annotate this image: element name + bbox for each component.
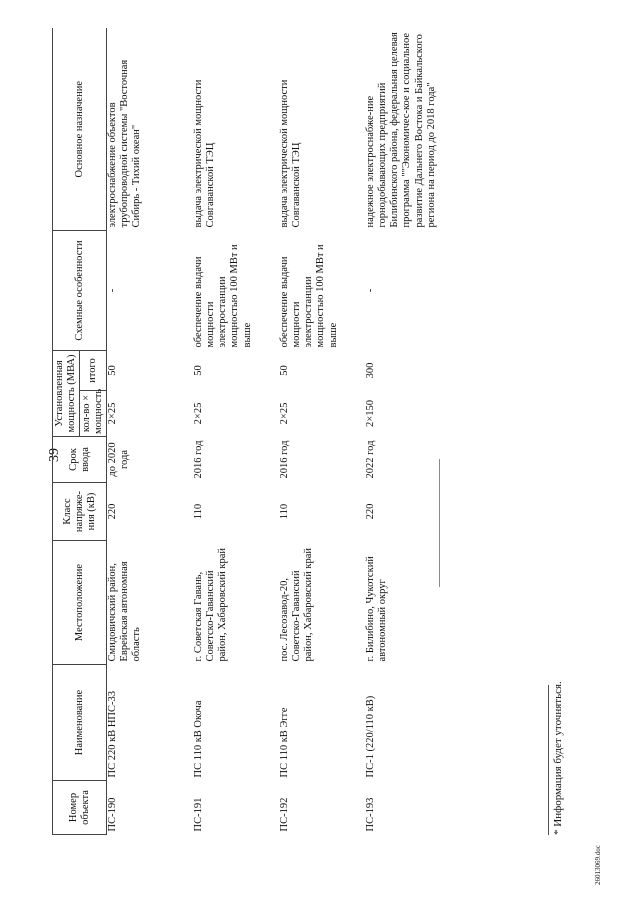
row-term: до 2020 года <box>107 442 131 477</box>
row-purpose: надежное электроснабже-ние горнодобывающих предприятий Билибинского района, федеральная целевая программа ""Экономичес-кое и социальное развитие Дальнего Востока и Байкальского региона на период до 2018 года" <box>365 32 437 228</box>
row-voltage: 220 <box>365 503 377 520</box>
substations-table <box>52 29 451 836</box>
row-features: - <box>365 288 377 293</box>
row-count-power: 2×25 <box>193 402 205 425</box>
row-count-power: 2×25 <box>279 402 291 425</box>
header-count-power: кол-во × мощность <box>80 391 107 437</box>
table-header-row <box>53 29 80 835</box>
row-features: - <box>107 288 119 293</box>
header-commissioning: Срок ввода <box>53 437 107 483</box>
row-term: 2016 год <box>279 440 291 479</box>
footnote: * Информация будет уточняться. <box>552 681 564 835</box>
row-purpose: выдача электрической мощности Совгаванской ТЭЦ <box>193 79 217 228</box>
header-scheme-features: Схемные особенности <box>53 231 107 351</box>
row-purpose: выдача электрической мощности Совгаванской ТЭЦ <box>279 79 303 228</box>
table-row <box>107 29 194 835</box>
row-voltage: 110 <box>193 503 205 520</box>
row-number: ПС-191 <box>193 797 205 832</box>
row-total: 50 <box>107 365 119 376</box>
header-location: Местоположение <box>53 541 107 665</box>
header-total: итого <box>80 351 107 391</box>
row-voltage: 110 <box>279 503 291 520</box>
row-number: ПС-193 <box>365 797 377 832</box>
row-name: ПС 110 кВ Эгге <box>279 707 291 778</box>
table-row <box>279 29 365 835</box>
header-voltage-class: Класс напряже-ния (кВ) <box>53 483 107 541</box>
row-term: 2016 год <box>193 440 205 479</box>
row-purpose: электроснабжение объектов трубопроводной системы "Восточная Сибирь - Тихий океан" <box>107 59 143 228</box>
row-voltage: 220 <box>107 503 119 520</box>
document-id: 26013069.doc <box>594 845 602 885</box>
header-number: Номер объекта <box>53 781 107 835</box>
row-features: обеспечение выдачи мощности электростанции мощностью 100 МВт и выше <box>279 244 339 348</box>
row-term: 2022 год <box>365 440 377 479</box>
row-total: 50 <box>279 365 291 376</box>
row-total: 50 <box>193 365 205 376</box>
row-location: г. Билибино, Чукотский автономный округ <box>365 556 389 662</box>
row-name: ПС 220 кВ НПС-33 <box>107 691 119 778</box>
row-name: ПС 110 кВ Окоча <box>193 700 205 778</box>
divider-line <box>439 459 440 587</box>
header-purpose: Основное назначение <box>53 29 107 231</box>
row-name: ПС-1 (220/110 кВ) <box>365 695 377 778</box>
row-features: обеспечение выдачи мощности электростанции мощностью 100 МВт и выше <box>193 244 253 348</box>
header-name: Наименование <box>53 665 107 781</box>
row-total: 300 <box>365 362 377 379</box>
row-location: Смидовичский район, Еврейская автономная область <box>107 561 143 662</box>
header-installed-power: Установленная мощность (МВА) <box>53 351 80 437</box>
row-location: пос. Лесозавод-20, Советско-Гаванский район, Хабаровский край <box>279 547 315 662</box>
row-number: ПС-190 <box>107 797 119 832</box>
row-number: ПС-192 <box>279 797 291 832</box>
row-count-power: 2×150 <box>365 400 377 427</box>
table-row <box>365 29 451 835</box>
row-location: г. Советская Гавань, Советско-Гаванский район, Хабаровский край <box>193 547 229 662</box>
footnote-rule <box>548 685 549 835</box>
page-number: 39 <box>47 448 62 462</box>
table-row <box>193 29 279 835</box>
row-count-power: 2×25 <box>107 402 119 425</box>
